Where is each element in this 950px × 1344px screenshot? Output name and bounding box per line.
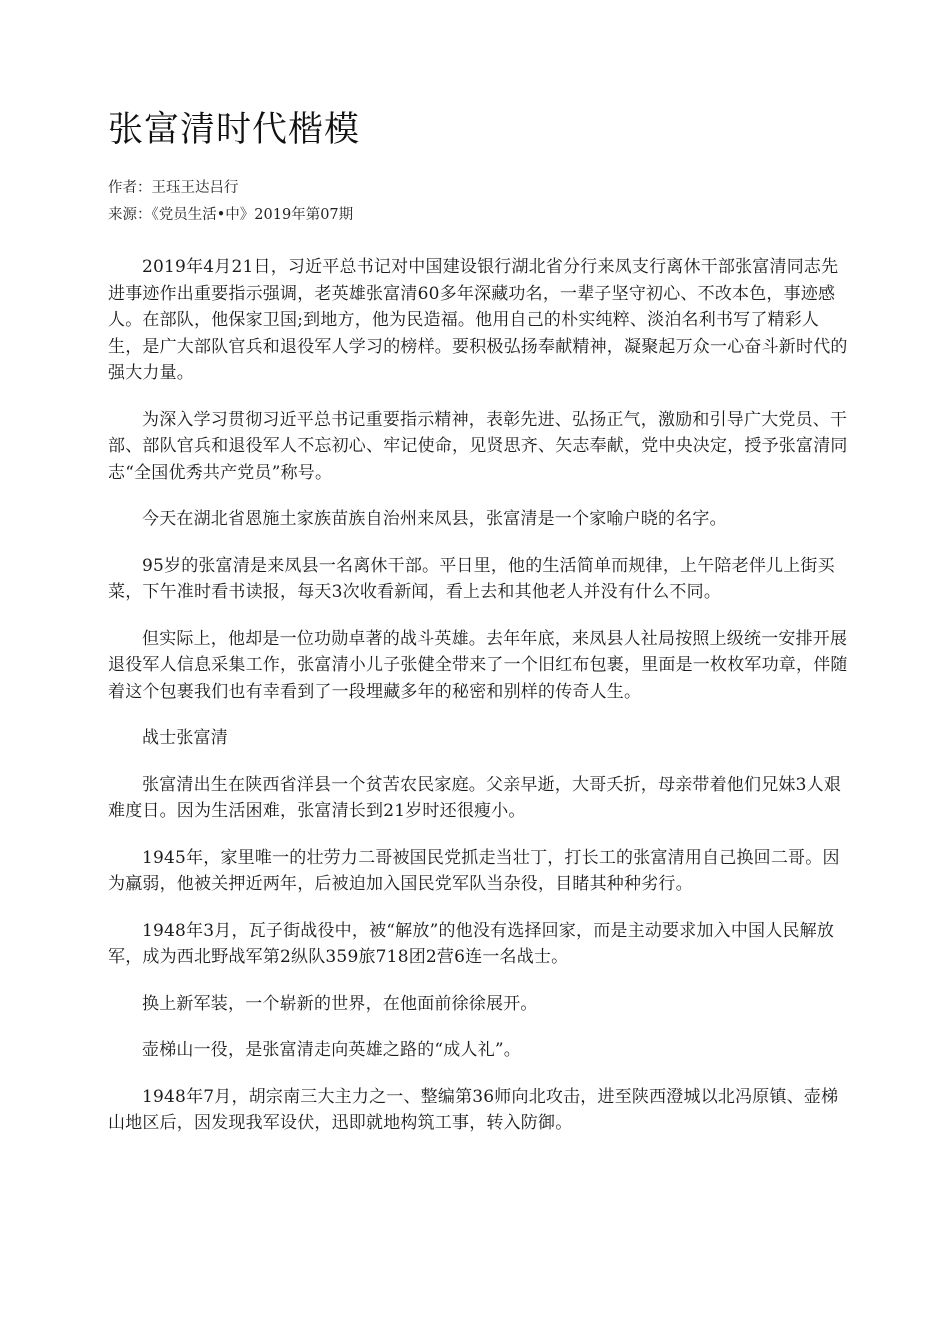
paragraph: 壶梯山一役，是张富清走向英雄之路的“成人礼”。 <box>142 1040 521 1060</box>
paragraph: 95岁的张富清是来凤县一名离休干部。平日里，他的生活简单而规律，上午陪老伴儿上街买菜，下午准时看书读报，每天3次收看新闻，看上去和其他老人并没有什么不同。 <box>108 555 835 602</box>
paragraph: 张富清出生在陕西省洋县一个贫苦农民家庭。父亲早逝，大哥夭折，母亲带着他们兄妹3人艰难度日。因为生活困难，张富清长到21岁时还很瘦小。 <box>108 774 842 821</box>
article-body <box>108 254 848 1157</box>
paragraph: 1945年，家里唯一的壮劳力二哥被国民党抓走当壮丁，打长工的张富清用自己换回二哥。因为羸弱，他被关押近两年，后被迫加入国民党军队当杂役，目睹其种种劣行。 <box>108 847 840 894</box>
source-line: 来源：《党员生活•中》2019年第07期 <box>108 207 354 223</box>
paragraph: 1948年3月，瓦子街战役中，被“解放”的他没有选择回家，而是主动要求加入中国人民解放军，成为西北野战军第2纵队359旅718团2营6连一名战士。 <box>108 920 835 967</box>
article-title: 张富清时代楷模 <box>108 110 361 150</box>
paragraph: 为深入学习贯彻习近平总书记重要指示精神，表彰先进、弘扬正气，激励和引导广大党员、干部、部队官兵和退役军人不忘初心、牢记使命，见贤思齐、矢志奉献，党中央决定，授予张富清同志“全国优秀共产党员”称号。 <box>108 409 848 483</box>
paragraph: 今天在湖北省恩施土家族苗族自治州来凤县，张富清是一个家喻户晓的名字。 <box>142 509 727 529</box>
paragraph: 换上新军装，一个崭新的世界，在他面前徐徐展开。 <box>142 993 538 1014</box>
paragraph: 1948年7月，胡宗南三大主力之一、整编第36师向北攻击，进至陕西澄城以北冯原镇、壶梯山地区后，因发现我军设伏，迅即就地构筑工事，转入防御。 <box>108 1086 839 1133</box>
paragraph: 但实际上，他却是一位功勋卓著的战斗英雄。去年年底，来凤县人社局按照上级统一安排开展退役军人信息采集工作，张富清小儿子张健全带来了一个旧红布包裹，里面是一枚枚军功章，伴随着这个包裹我们也有幸看到了一段埋藏多年的秘密和别样的传奇人生。 <box>108 628 848 702</box>
author-line: 作者：王珏王达吕行 <box>108 180 239 196</box>
paragraph: 2019年4月21日，习近平总书记对中国建设银行湖北省分行来凤支行离休干部张富清同志先进事迹作出重要指示强调，老英雄张富清60多年深藏功名，一辈子坚守初心、不改本色，事迹感人。在部队，他保家卫国;到地方，他为民造福。他用自己的朴实纯粹、淡泊名利书写了精彩人生，是广大部队官兵和退役军人学习的榜样。要积极弘扬奉献精神，凝聚起万众一心奋斗新时代的强大力量。 <box>108 257 848 383</box>
section-heading: 战士张富清 <box>142 728 228 748</box>
